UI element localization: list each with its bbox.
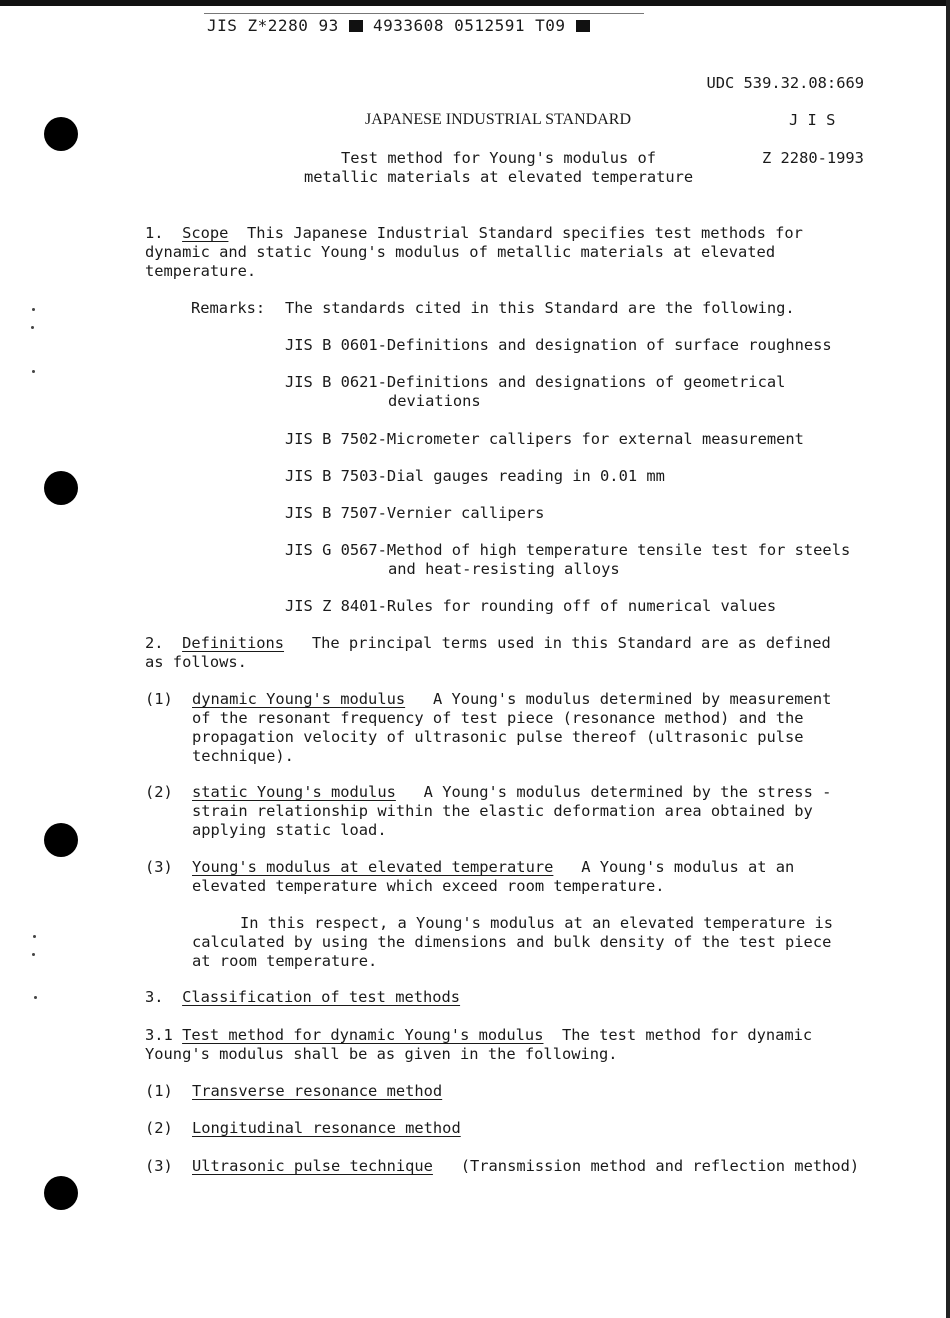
remarks-text: The standards cited in this Standard are the following. [285, 299, 795, 317]
standard-designation: Z 2280-1993 [762, 149, 864, 167]
definition-note-line: In this respect, a Young's modulus at an elevated temperature is [240, 914, 834, 932]
scan-speck [32, 370, 35, 373]
binding-hole-icon [44, 823, 78, 857]
definition-first-line [192, 783, 831, 802]
section-number: 2. [145, 634, 164, 652]
method-item [192, 1157, 859, 1176]
section-1-line-2: dynamic and static Young's modulus of metallic materials at elevated [145, 243, 776, 261]
definition-line: strain relationship within the elastic deformation area obtained by [192, 802, 813, 820]
method-number: (3) [145, 1157, 173, 1175]
header-code-prefix: JIS Z*2280 93 [207, 16, 339, 35]
scan-speck [31, 326, 34, 329]
definition-first-line [192, 858, 794, 877]
scan-speck [32, 953, 35, 956]
section-number: 1. [145, 224, 164, 242]
method-label: Ultrasonic pulse technique [192, 1157, 433, 1175]
definition-term: dynamic Young's modulus [192, 690, 406, 708]
subsection-heading: Test method for dynamic Young's modulus [182, 1026, 544, 1044]
reference-entry: JIS B 7503-Dial gauges reading in 0.01 mm [285, 467, 665, 485]
scan-right-edge [946, 0, 950, 1318]
barcode-block-icon [349, 20, 363, 32]
subsection-text: The test method for dynamic [562, 1026, 813, 1044]
reference-entry-continued: deviations [388, 392, 481, 410]
method-number: (2) [145, 1119, 173, 1137]
binding-hole-icon [44, 117, 78, 151]
section-2-line-2: as follows. [145, 653, 247, 671]
standard-label: JAPANESE INDUSTRIAL STANDARD [365, 111, 631, 128]
scan-top-border [0, 0, 950, 6]
section-heading: Scope [182, 224, 229, 242]
header-rule [204, 13, 644, 14]
section-text: The principal terms used in this Standard are as defined [311, 634, 831, 652]
method-item [192, 1082, 442, 1101]
title-line-1: Test method for Young's modulus of [341, 149, 657, 167]
binding-hole-icon [44, 1176, 78, 1210]
section-3-1-line-2: Young's modulus shall be as given in the following. [145, 1045, 618, 1063]
method-label: Transverse resonance method [192, 1082, 443, 1100]
method-item [192, 1119, 461, 1138]
definition-line: technique). [192, 747, 294, 765]
remarks-label: Remarks: [191, 299, 266, 317]
section-heading: Definitions [182, 634, 285, 652]
definition-term: Young's modulus at elevated temperature [192, 858, 554, 876]
scan-speck [32, 308, 35, 311]
definition-line: propagation velocity of ultrasonic pulse thereof (ultrasonic pulse [192, 728, 804, 746]
section-number: 3. [145, 988, 164, 1006]
definition-number: (3) [145, 858, 173, 876]
definition-text: A Young's modulus at an [581, 858, 795, 876]
section-1-line-3: temperature. [145, 262, 257, 280]
section-heading: Classification of test methods [182, 988, 461, 1006]
method-label: Longitudinal resonance method [192, 1119, 461, 1137]
definition-note-line: at room temperature. [192, 952, 378, 970]
definition-text: A Young's modulus determined by measurement [432, 690, 832, 708]
section-1-line-1 [145, 224, 803, 243]
section-3-1-line-1 [145, 1026, 812, 1045]
reference-entry: JIS B 0601-Definitions and designation of surface roughness [285, 336, 832, 354]
subsection-number: 3.1 [145, 1026, 173, 1044]
definition-line: elevated temperature which exceed room temperature. [192, 877, 665, 895]
document-header-code [207, 17, 590, 36]
binding-hole-icon [44, 471, 78, 505]
reference-entry-continued: and heat-resisting alloys [388, 560, 620, 578]
reference-entry: JIS B 0621-Definitions and designations of geometrical [285, 373, 786, 391]
udc-number: UDC 539.32.08:669 [706, 74, 864, 92]
scan-speck [34, 996, 37, 999]
definition-line: applying static load. [192, 821, 387, 839]
definition-text: A Young's modulus determined by the stress - [423, 783, 832, 801]
method-number: (1) [145, 1082, 173, 1100]
definition-first-line [192, 690, 831, 709]
title-line-2: metallic materials at elevated temperature [304, 168, 694, 186]
reference-entry: JIS B 7507-Vernier callipers [285, 504, 545, 522]
section-2-line-1 [145, 634, 831, 653]
reference-entry: JIS G 0567-Method of high temperature tensile test for steels [285, 541, 851, 559]
section-3-heading-line [145, 988, 460, 1007]
definition-line: of the resonant frequency of test piece (resonance method) and the [192, 709, 804, 727]
definition-note-line: calculated by using the dimensions and bulk density of the test piece [192, 933, 832, 951]
scan-speck [33, 935, 36, 938]
method-note: (Transmission method and reflection method) [460, 1157, 860, 1175]
section-text: This Japanese Industrial Standard specifies test methods for [246, 224, 803, 242]
definition-term: static Young's modulus [192, 783, 396, 801]
definition-number: (2) [145, 783, 173, 801]
jis-mark: J I S [789, 111, 836, 129]
header-code-mid: 4933608 0512591 T09 [373, 16, 566, 35]
reference-entry: JIS B 7502-Micrometer callipers for external measurement [285, 430, 804, 448]
barcode-block-icon [576, 20, 590, 32]
definition-number: (1) [145, 690, 173, 708]
reference-entry: JIS Z 8401-Rules for rounding off of numerical values [285, 597, 777, 615]
